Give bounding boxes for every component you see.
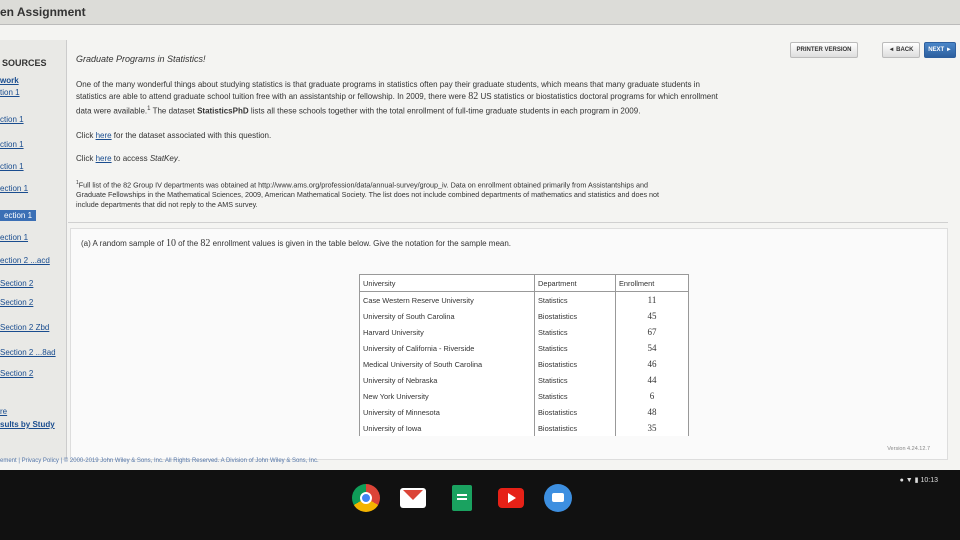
window-title-bar <box>0 0 960 25</box>
page-footer: ement | Privacy Policy | © 2000-2019 John Wiley & Sons, Inc. All Rights Reserved. A Division of John Wiley & Sons, Inc. <box>0 458 319 464</box>
sidebar-item[interactable]: Section 2 <box>0 279 34 288</box>
table-header-row <box>360 275 689 292</box>
university-cell: New York University <box>360 388 535 404</box>
enrollment-cell: 67 <box>616 324 689 340</box>
university-cell: University of Minnesota <box>360 404 535 420</box>
question-part-a <box>70 228 948 460</box>
enrollment-cell: 44 <box>616 372 689 388</box>
status-circle-icon: ● ▼ ▮ <box>899 477 919 484</box>
sidebar-item[interactable]: Section 2 Zbd <box>0 323 50 332</box>
statkey-link[interactable]: here <box>95 154 112 163</box>
dataset-name: StatisticsPhD <box>197 106 249 116</box>
program-count: 82 <box>468 91 479 102</box>
clock: 10:13 <box>920 477 938 484</box>
page-title: Graduate Programs in Statistics! <box>76 54 206 64</box>
sidebar-item[interactable]: ction 1 <box>0 140 24 149</box>
statkey-name: StatKey <box>149 154 178 163</box>
department-cell: Biostatistics <box>535 308 616 324</box>
table-row <box>360 292 689 309</box>
enrollment-cell: 6 <box>616 388 689 404</box>
dataset-link[interactable]: here <box>95 131 112 140</box>
department-cell: Statistics <box>535 292 616 309</box>
intro-line-3: data were available.$^1$ The dataset StatisticsPhD lists all these schools together with the total enrollment of full-time graduate students in each program in 2009. <box>76 106 641 116</box>
section-divider <box>68 222 948 223</box>
question-text: (a) A random sample of 10 of the 82 enrollment values is given in the table below. Give the notation for the sample mean. <box>81 238 512 249</box>
university-cell: University of South Carolina <box>360 308 535 324</box>
department-cell: Biostatistics <box>535 356 616 372</box>
docs-icon[interactable] <box>452 485 472 511</box>
header-enrollment: Enrollment <box>616 275 689 292</box>
sidebar-item[interactable]: tion 1 <box>0 88 20 97</box>
table-row <box>360 404 689 420</box>
back-button[interactable]: ◄ BACK <box>882 42 920 58</box>
dataset-link-line: Click here for the dataset associated with this question. <box>76 131 272 140</box>
sidebar-item[interactable]: ction 1 <box>0 115 24 124</box>
intro-line-1: One of the many wonderful things about studying statistics is that graduate programs in statistics often pay their graduate students, which means that many graduate students in <box>76 80 700 89</box>
department-cell: Statistics <box>535 340 616 356</box>
table-row <box>360 356 689 372</box>
sidebar-item[interactable]: ction 1 <box>0 162 24 171</box>
youtube-icon[interactable] <box>498 488 524 508</box>
sidebar-item[interactable]: Section 2 ...8ad <box>0 348 56 357</box>
header-university: University <box>360 275 535 292</box>
university-cell: Medical University of South Carolina <box>360 356 535 372</box>
enrollment-cell: 35 <box>616 420 689 436</box>
statkey-link-line: Click here to access StatKey. <box>76 154 181 163</box>
printer-version-button[interactable]: PRINTER VERSION <box>790 42 858 58</box>
enrollment-table <box>359 274 689 436</box>
table-row <box>360 372 689 388</box>
version-label: Version 4.24.12.7 <box>887 446 930 452</box>
sidebar-item[interactable]: Section 2 <box>0 369 34 378</box>
sidebar-item[interactable]: ection 1 <box>0 184 29 193</box>
chrome-icon[interactable] <box>352 484 380 512</box>
enrollment-cell: 48 <box>616 404 689 420</box>
table-row <box>360 308 689 324</box>
sidebar-item[interactable]: ection 1 <box>0 210 36 221</box>
department-cell: Biostatistics <box>535 404 616 420</box>
intro-line-2: statistics are able to attend graduate school tuition free with an assistantship or fellowship. In 2009, there were 82 US statistics or biostatistics doctoral programs for which enrollment <box>76 91 718 102</box>
resources-sidebar <box>0 40 67 460</box>
next-button[interactable]: NEXT ► <box>924 42 956 58</box>
intro-paragraph <box>76 79 936 118</box>
enrollment-cell: 11 <box>616 292 689 309</box>
department-cell: Statistics <box>535 388 616 404</box>
header-department: Department <box>535 275 616 292</box>
sidebar-header: SOURCES <box>2 58 47 68</box>
table-row <box>360 388 689 404</box>
sidebar-item[interactable]: ection 2 ...acd <box>0 256 50 265</box>
messages-icon[interactable] <box>544 484 572 512</box>
table-row <box>360 340 689 356</box>
table-row <box>360 324 689 340</box>
sidebar-item[interactable]: work <box>0 76 19 85</box>
system-tray[interactable] <box>900 476 938 484</box>
university-cell: University of Iowa <box>360 420 535 436</box>
sidebar-item[interactable]: re <box>0 407 8 416</box>
sidebar-item[interactable]: ection 1 <box>0 233 29 242</box>
sidebar-item[interactable]: sults by Study <box>0 420 55 429</box>
footnote: $^1$Full list of the 82 Group IV departments was obtained at http://www.ams.org/profession/data/annual-survey/group_iv. Data on enrollment obtained primarily from Assistantships and Graduate Fellowships in the Mathematical Sciences, 2009, American Mathematical Society. The list does not include combined departments of mathematics and statistics and does not include departments that did not reply to the AMS survey. <box>76 180 660 210</box>
question-content <box>68 50 948 460</box>
department-cell: Statistics <box>535 372 616 388</box>
university-cell: Harvard University <box>360 324 535 340</box>
enrollment-cell: 46 <box>616 356 689 372</box>
sidebar-item[interactable]: Section 2 <box>0 298 34 307</box>
university-cell: University of Nebraska <box>360 372 535 388</box>
department-cell: Biostatistics <box>535 420 616 436</box>
university-cell: Case Western Reserve University <box>360 292 535 309</box>
os-taskbar <box>0 470 960 540</box>
enrollment-cell: 45 <box>616 308 689 324</box>
table-row <box>360 420 689 436</box>
enrollment-cell: 54 <box>616 340 689 356</box>
university-cell: University of California - Riverside <box>360 340 535 356</box>
gmail-icon[interactable] <box>400 488 426 508</box>
department-cell: Statistics <box>535 324 616 340</box>
window-title: en Assignment <box>0 5 86 19</box>
